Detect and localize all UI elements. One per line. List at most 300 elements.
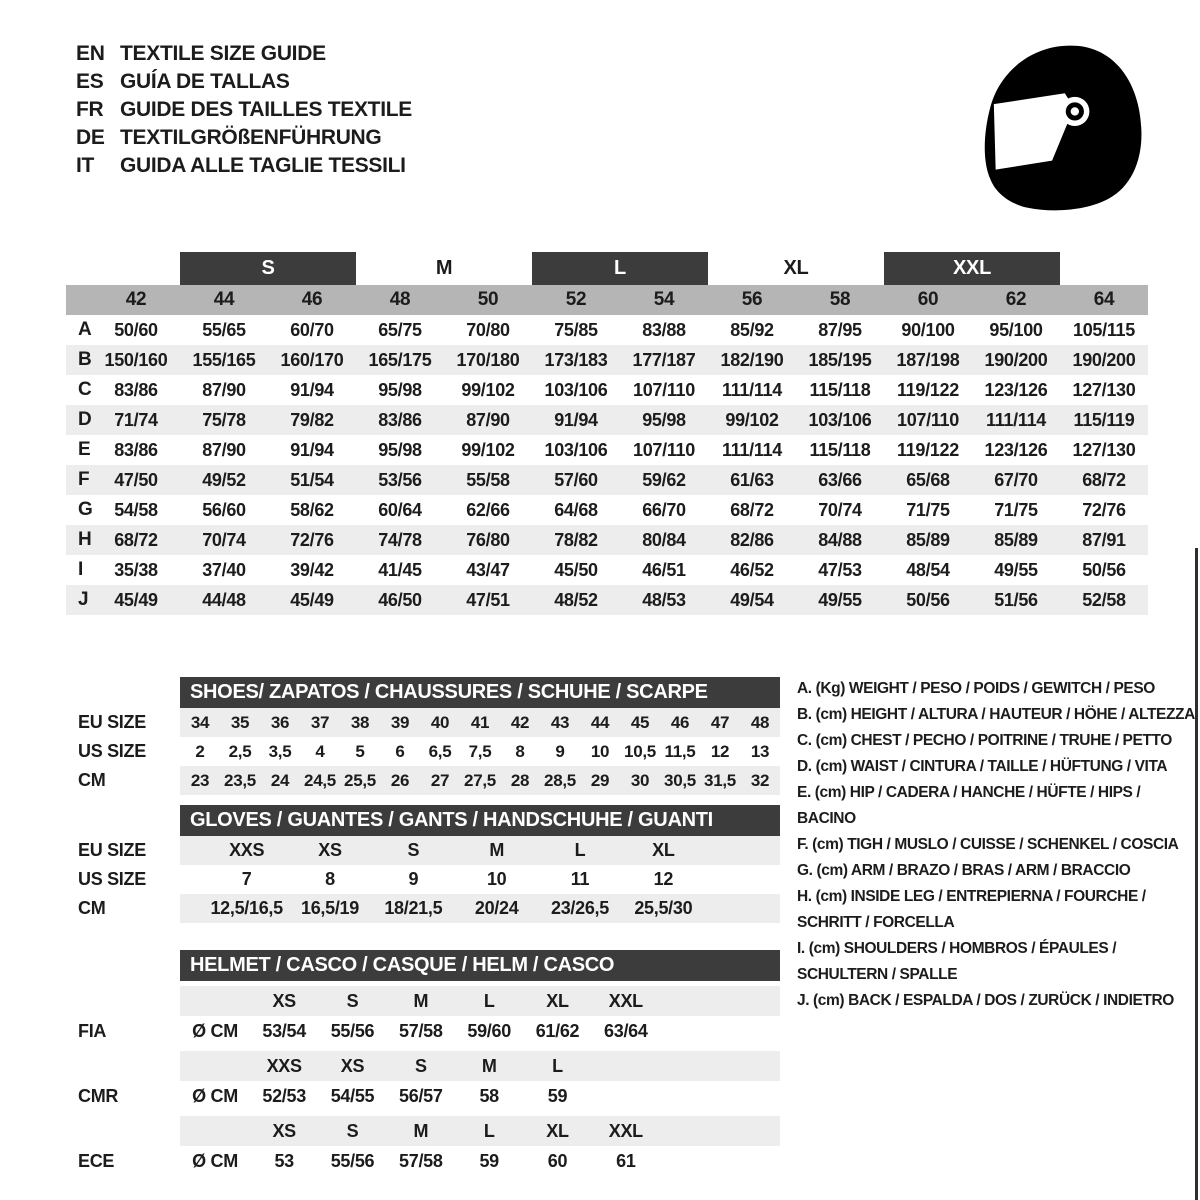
size-value: 3,5 — [268, 741, 292, 761]
language-line — [76, 96, 412, 124]
measurement-value: 105/115 — [1073, 319, 1135, 340]
measurement-value: 51/56 — [994, 589, 1038, 610]
legend-item-a: A. (Kg) WEIGHT / PESO / POIDS / GEWITCH / PESO — [797, 680, 1155, 697]
row-values — [180, 708, 780, 737]
measurement-row-h — [66, 525, 1148, 555]
size-number: 56 — [741, 289, 763, 310]
measurement-value: 65/75 — [378, 319, 422, 340]
size-value: 11,5 — [664, 741, 696, 761]
measurement-value: 187/198 — [896, 349, 960, 370]
size-value: 2 — [195, 741, 205, 761]
measurement-value: 111/114 — [722, 379, 782, 400]
measurement-value: 165/175 — [368, 349, 432, 370]
helmet-size-value: 59/60 — [467, 1020, 511, 1041]
helmet-title-bar: HELMET / CASCO / CASQUE / HELM / CASCO — [180, 950, 780, 981]
empty-cell — [180, 1051, 250, 1081]
language-title: TEXTILE SIZE GUIDE — [120, 42, 326, 65]
measurement-value: 59/62 — [642, 469, 686, 490]
size-value: 38 — [350, 712, 370, 732]
size-value: XS — [318, 840, 342, 860]
measurement-value: 65/68 — [906, 469, 950, 490]
row-letter: G — [78, 499, 93, 520]
size-value: 47 — [710, 712, 730, 732]
size-value: 25,5 — [344, 770, 376, 790]
measurement-value: 50/60 — [114, 319, 158, 340]
helmet-size-value: 55/56 — [330, 1150, 375, 1171]
measurement-value: 75/85 — [554, 319, 598, 340]
size-value: 9 — [408, 869, 419, 889]
measurement-value: 54/58 — [114, 499, 158, 520]
language-code: EN — [76, 42, 105, 65]
helmet-size-labels — [180, 1051, 780, 1081]
size-value: 28,5 — [544, 770, 576, 790]
helmet-size-value — [592, 1081, 660, 1111]
measurement-value: 45/50 — [554, 559, 598, 580]
size-group-header-row — [66, 252, 1148, 285]
measurement-value: 47/50 — [114, 469, 158, 490]
legend-item-b: B. (cm) HEIGHT / ALTURA / HAUTEUR / HÖHE / ALTEZZA — [797, 706, 1195, 723]
measurement-value: 190/200 — [984, 349, 1048, 370]
measurement-value: 51/54 — [290, 469, 334, 490]
language-line — [76, 124, 412, 152]
measurement-value: 35/38 — [114, 559, 158, 580]
helmet-size-values — [180, 1081, 780, 1111]
legend-item-d: D. (cm) WAIST / CINTURA / TAILLE / HÜFTUNG / VITA — [797, 758, 1168, 775]
measurement-value: 115/118 — [809, 379, 871, 400]
measurement-value: 70/74 — [202, 529, 246, 550]
size-value: 43 — [550, 712, 570, 732]
size-value: S — [407, 840, 420, 860]
size-value: 6,5 — [428, 741, 452, 761]
measurement-value: 91/94 — [290, 379, 334, 400]
measurement-value: 115/119 — [1073, 409, 1135, 430]
size-value: 26 — [390, 770, 410, 790]
measurement-value: 49/54 — [730, 589, 774, 610]
size-value: 41 — [470, 712, 490, 732]
helmet-values-ece — [66, 1146, 780, 1176]
measurement-value: 103/106 — [544, 439, 608, 460]
helmet-size-label: S — [414, 1055, 427, 1076]
measurement-value: 43/47 — [466, 559, 510, 580]
measurement-value: 46/51 — [642, 559, 686, 580]
row-letter: D — [78, 409, 92, 430]
measurement-value: 79/82 — [290, 409, 334, 430]
helmet-size-values — [180, 1016, 780, 1046]
size-number: 60 — [917, 289, 939, 310]
size-value: 20/24 — [474, 898, 519, 918]
size-number: 54 — [653, 289, 675, 310]
size-row-us-size — [66, 737, 780, 766]
row-values — [180, 737, 780, 766]
size-number: 64 — [1093, 289, 1115, 310]
language-code: DE — [76, 126, 105, 149]
helmet-size-value: 61/62 — [535, 1020, 580, 1041]
measurement-value: 41/45 — [378, 559, 422, 580]
numeric-size-row — [66, 285, 1148, 315]
measurement-value: 39/42 — [290, 559, 334, 580]
measurement-value: 160/170 — [280, 349, 344, 370]
helmet-size-value: 59 — [547, 1085, 568, 1106]
measurement-value: 70/74 — [818, 499, 862, 520]
measurement-value: 119/122 — [897, 439, 959, 460]
size-value: 6 — [395, 741, 405, 761]
legend-item-c: C. (cm) CHEST / PECHO / POITRINE / TRUHE / PETTO — [797, 732, 1172, 749]
measurement-value: 63/66 — [818, 469, 862, 490]
size-value: 24 — [270, 770, 290, 790]
measurement-row-j — [66, 585, 1148, 615]
measurement-value: 47/53 — [818, 559, 862, 580]
size-value: 8 — [515, 741, 525, 761]
measurement-value: 72/76 — [290, 529, 334, 550]
helmet-size-label — [592, 1051, 660, 1081]
size-value: 10,5 — [624, 741, 656, 761]
measurement-row-e — [66, 435, 1148, 465]
measurement-value: 95/98 — [378, 439, 422, 460]
helmet-size-label: XL — [546, 1120, 569, 1141]
size-group-xxl: XXL — [884, 252, 1060, 285]
size-value: 23/26,5 — [551, 898, 609, 918]
measurement-value: 62/66 — [466, 499, 510, 520]
helmet-size-label: L — [483, 1120, 495, 1141]
measurement-value: 115/118 — [809, 439, 871, 460]
row-letter: E — [78, 439, 91, 460]
measurement-value: 49/52 — [202, 469, 246, 490]
size-value: 37 — [310, 712, 330, 732]
measurement-value: 185/195 — [808, 349, 872, 370]
size-value: 39 — [390, 712, 410, 732]
measurement-value: 87/90 — [202, 379, 246, 400]
measurement-value: 45/49 — [290, 589, 334, 610]
helmet-sizes-header-fia — [66, 986, 780, 1016]
measurement-value: 48/53 — [642, 589, 686, 610]
measurement-row-a — [66, 315, 1148, 345]
size-number: 44 — [213, 289, 235, 310]
size-value: 30,5 — [664, 770, 696, 790]
measurement-value: 70/80 — [466, 319, 510, 340]
helmet-size-labels — [180, 986, 780, 1016]
size-value: L — [574, 840, 586, 860]
legend-item-i: I. (cm) SHOULDERS / HOMBROS / ÉPAULES / SCHULTERN / SPALLE — [797, 940, 1117, 983]
measurement-value: 58/62 — [290, 499, 334, 520]
helmet-size-labels — [180, 1116, 780, 1146]
size-value: 7,5 — [468, 741, 492, 761]
size-value: 36 — [270, 712, 290, 732]
measurement-value: 46/52 — [730, 559, 774, 580]
helmet-size-label: XL — [546, 990, 569, 1011]
measurement-value: 83/86 — [114, 439, 158, 460]
measurement-value: 48/54 — [906, 559, 950, 580]
measurement-value: 111/114 — [986, 409, 1046, 430]
shoes-size-table — [66, 677, 780, 795]
measurement-value: 68/72 — [730, 499, 774, 520]
helmet-size-value: 53/54 — [262, 1020, 306, 1041]
measurement-row-c — [66, 375, 1148, 405]
helmet-values-cmr — [66, 1081, 780, 1111]
size-value: XL — [652, 840, 675, 860]
helmet-size-value: 59 — [479, 1150, 499, 1171]
size-number: 58 — [829, 289, 851, 310]
measurement-value: 80/84 — [642, 529, 686, 550]
measurement-value: 99/102 — [725, 409, 779, 430]
helmet-size-value: 53 — [274, 1150, 294, 1171]
size-value: 12 — [653, 869, 674, 889]
measurement-value: 74/78 — [378, 529, 422, 550]
measurement-value: 84/88 — [818, 529, 862, 550]
measurement-value: 60/70 — [290, 319, 334, 340]
legend-item-g: G. (cm) ARM / BRAZO / BRAS / ARM / BRACCIO — [797, 862, 1131, 879]
helmet-size-label: M — [481, 1055, 497, 1076]
row-label: US SIZE — [78, 741, 146, 761]
size-value: 45 — [630, 712, 650, 732]
size-value: 44 — [590, 712, 610, 732]
helmet-size-value: 57/58 — [399, 1020, 443, 1041]
row-letter: B — [78, 349, 92, 370]
language-title: TEXTILGRÖßENFÜHRUNG — [120, 126, 382, 149]
measurement-value: 49/55 — [818, 589, 862, 610]
size-row-eu-size — [66, 836, 780, 865]
measurement-value: 45/49 — [114, 589, 158, 610]
size-value: 27,5 — [464, 770, 496, 790]
language-line — [76, 152, 412, 180]
size-value: 34 — [190, 712, 210, 732]
measurement-value: 76/80 — [466, 529, 510, 550]
size-value: XXS — [229, 840, 265, 860]
size-value: 12 — [710, 741, 730, 761]
diameter-unit: Ø CM — [192, 1020, 238, 1041]
measurement-value: 87/95 — [818, 319, 862, 340]
size-value: 42 — [510, 712, 530, 732]
size-row-cm — [66, 766, 780, 795]
size-number: 62 — [1005, 289, 1027, 310]
language-title: GUIDA ALLE TAGLIE TESSILI — [120, 154, 406, 177]
size-value: 23,5 — [224, 770, 256, 790]
measurement-legend — [797, 676, 1199, 1014]
measurement-value: 83/86 — [114, 379, 158, 400]
measurement-value: 95/100 — [989, 319, 1043, 340]
size-value: 10 — [590, 741, 610, 761]
row-values — [180, 766, 780, 795]
legend-item-f: F. (cm) TIGH / MUSLO / CUISSE / SCHENKEL / COSCIA — [797, 836, 1179, 853]
helmet-size-label: L — [552, 1055, 563, 1076]
row-label: CM — [78, 770, 106, 790]
measurement-value: 56/60 — [202, 499, 246, 520]
helmet-size-value: 54/55 — [330, 1085, 375, 1106]
measurement-value: 83/88 — [642, 319, 686, 340]
language-title: GUÍA DE TALLAS — [120, 70, 290, 93]
measurement-value: 55/65 — [202, 319, 246, 340]
helmet-size-label: S — [346, 990, 359, 1011]
size-value: 24,5 — [304, 770, 336, 790]
measurement-value: 57/60 — [554, 469, 598, 490]
size-group-xl: XL — [783, 257, 809, 279]
size-group-l: L — [532, 252, 708, 285]
empty-cell — [180, 1116, 250, 1146]
row-letter: F — [78, 469, 90, 490]
helmet-size-label: L — [483, 990, 495, 1011]
size-value: 48 — [750, 712, 770, 732]
measurement-value: 155/165 — [192, 349, 256, 370]
measurement-value: 107/110 — [633, 439, 695, 460]
size-group-m: M — [435, 257, 453, 279]
measurement-value: 99/102 — [461, 379, 515, 400]
size-row-us-size — [66, 865, 780, 894]
measurement-value: 170/180 — [456, 349, 520, 370]
measurement-value: 52/58 — [1082, 589, 1126, 610]
language-line — [76, 68, 412, 96]
helmet-size-table — [66, 950, 780, 1176]
measurement-value: 87/91 — [1082, 529, 1126, 550]
size-number: 42 — [125, 289, 147, 310]
language-code: ES — [76, 70, 104, 93]
size-value: 46 — [670, 712, 690, 732]
band-spacer — [66, 285, 92, 315]
measurement-value: 61/63 — [730, 469, 774, 490]
measurement-value: 53/56 — [378, 469, 422, 490]
measurement-value: 177/187 — [632, 349, 696, 370]
measurement-row-d — [66, 405, 1148, 435]
row-label: CM — [78, 898, 106, 918]
row-letter: A — [78, 319, 92, 340]
row-values — [180, 865, 780, 894]
helmet-size-label: XXL — [608, 1120, 643, 1141]
helmet-size-label: XS — [272, 1120, 296, 1141]
helmet-size-value: 52/53 — [262, 1085, 306, 1106]
measurement-value: 50/56 — [906, 589, 950, 610]
empty-cell — [180, 986, 250, 1016]
row-label: EU SIZE — [78, 840, 146, 860]
size-value: 8 — [325, 869, 335, 889]
row-letter: I — [78, 559, 83, 580]
size-value: 40 — [430, 712, 450, 732]
measurement-value: 48/52 — [554, 589, 598, 610]
standard-label: FIA — [78, 1020, 107, 1041]
size-value: M — [489, 840, 505, 860]
size-row-eu-size — [66, 708, 780, 737]
measurement-value: 85/89 — [906, 529, 950, 550]
gloves-size-table — [66, 805, 780, 923]
measurement-value: 127/130 — [1072, 379, 1136, 400]
helmet-size-label: M — [413, 1120, 429, 1141]
measurement-value: 103/106 — [808, 409, 872, 430]
language-line — [76, 40, 412, 68]
shoes-title-bar: SHOES/ ZAPATOS / CHAUSSURES / SCHUHE / SCARPE — [180, 677, 780, 708]
measurement-value: 82/86 — [730, 529, 774, 550]
measurement-value: 64/68 — [554, 499, 598, 520]
size-number: 48 — [389, 289, 411, 310]
row-values — [180, 894, 780, 923]
size-value: 4 — [315, 741, 325, 761]
helmet-sizes-header-ece — [66, 1116, 780, 1146]
standard-label: ECE — [78, 1150, 115, 1171]
image-edge-line — [1195, 548, 1198, 1200]
measurement-row-i — [66, 555, 1148, 585]
helmet-size-value: 58 — [479, 1085, 499, 1106]
measurement-value: 99/102 — [461, 439, 515, 460]
measurement-value: 83/86 — [378, 409, 422, 430]
measurement-value: 173/183 — [544, 349, 608, 370]
measurement-value: 111/114 — [722, 439, 782, 460]
measurement-value: 67/70 — [994, 469, 1038, 490]
row-label: EU SIZE — [78, 712, 146, 732]
size-value: 25,5/30 — [634, 898, 693, 918]
size-value: 23 — [190, 770, 210, 790]
standard-label: CMR — [78, 1085, 119, 1106]
size-value: 12,5/16,5 — [210, 898, 283, 918]
measurement-value: 55/58 — [466, 469, 510, 490]
measurement-value: 60/64 — [378, 499, 422, 520]
measurement-value: 68/72 — [114, 529, 158, 550]
measurement-value: 78/82 — [554, 529, 598, 550]
measurement-value: 37/40 — [202, 559, 246, 580]
measurement-value: 182/190 — [720, 349, 784, 370]
language-title: GUIDE DES TAILLES TEXTILE — [120, 98, 412, 121]
helmet-size-value: 60 — [547, 1150, 568, 1171]
size-value: 31,5 — [704, 770, 736, 790]
language-code: IT — [76, 154, 95, 177]
size-number: 50 — [477, 289, 499, 310]
measurement-value: 91/94 — [290, 439, 334, 460]
legend-item-e: E. (cm) HIP / CADERA / HANCHE / HÜFTE / HIPS / BACINO — [797, 784, 1141, 827]
measurement-value: 150/160 — [104, 349, 168, 370]
helmet-size-label: XXS — [266, 1055, 302, 1076]
size-value: 18/21,5 — [384, 898, 443, 918]
measurement-value: 50/56 — [1082, 559, 1126, 580]
measurement-value: 127/130 — [1072, 439, 1136, 460]
measurement-value: 85/92 — [730, 319, 774, 340]
measurement-value: 95/98 — [378, 379, 422, 400]
helmet-size-label: XXL — [608, 990, 643, 1011]
size-number: 52 — [565, 289, 587, 310]
measurement-value: 68/72 — [1082, 469, 1126, 490]
measurement-value: 123/126 — [984, 439, 1048, 460]
measurement-value: 85/89 — [994, 529, 1038, 550]
size-value: 2,5 — [228, 741, 252, 761]
measurement-value: 107/110 — [633, 379, 695, 400]
diameter-unit: Ø CM — [192, 1150, 238, 1171]
measurement-value: 49/55 — [994, 559, 1038, 580]
size-value: 30 — [630, 770, 650, 790]
measurement-value: 87/90 — [202, 439, 246, 460]
size-value: 11 — [570, 869, 590, 889]
racing-helmet-icon — [972, 34, 1154, 218]
language-code: FR — [76, 98, 104, 121]
legend-item-j: J. (cm) BACK / ESPALDA / DOS / ZURÜCK / INDIETRO — [797, 992, 1174, 1009]
helmet-values-fia — [66, 1016, 780, 1046]
measurement-value: 190/200 — [1072, 349, 1136, 370]
measurement-value: 75/78 — [202, 409, 246, 430]
size-value: 10 — [486, 869, 507, 889]
helmet-size-value: 61 — [616, 1150, 636, 1171]
helmet-size-label: XS — [340, 1055, 365, 1076]
helmet-size-label: S — [346, 1120, 359, 1141]
measurement-value: 71/75 — [906, 499, 950, 520]
size-value: 35 — [230, 712, 250, 732]
measurement-rows — [66, 315, 1148, 615]
helmet-size-value: 55/56 — [330, 1020, 375, 1041]
size-value: 16,5/19 — [301, 898, 359, 918]
gloves-title-bar: GLOVES / GUANTES / GANTS / HANDSCHUHE / GUANTI — [180, 805, 780, 836]
measurement-value: 95/98 — [642, 409, 686, 430]
size-value: 32 — [750, 770, 770, 790]
row-letter: H — [78, 529, 92, 550]
measurement-value: 91/94 — [554, 409, 598, 430]
size-value: 7 — [241, 869, 252, 889]
measurement-value: 103/106 — [544, 379, 608, 400]
language-title-block — [76, 40, 412, 180]
measurement-row-g — [66, 495, 1148, 525]
measurement-value: 71/75 — [994, 499, 1038, 520]
size-value: 9 — [555, 741, 565, 761]
